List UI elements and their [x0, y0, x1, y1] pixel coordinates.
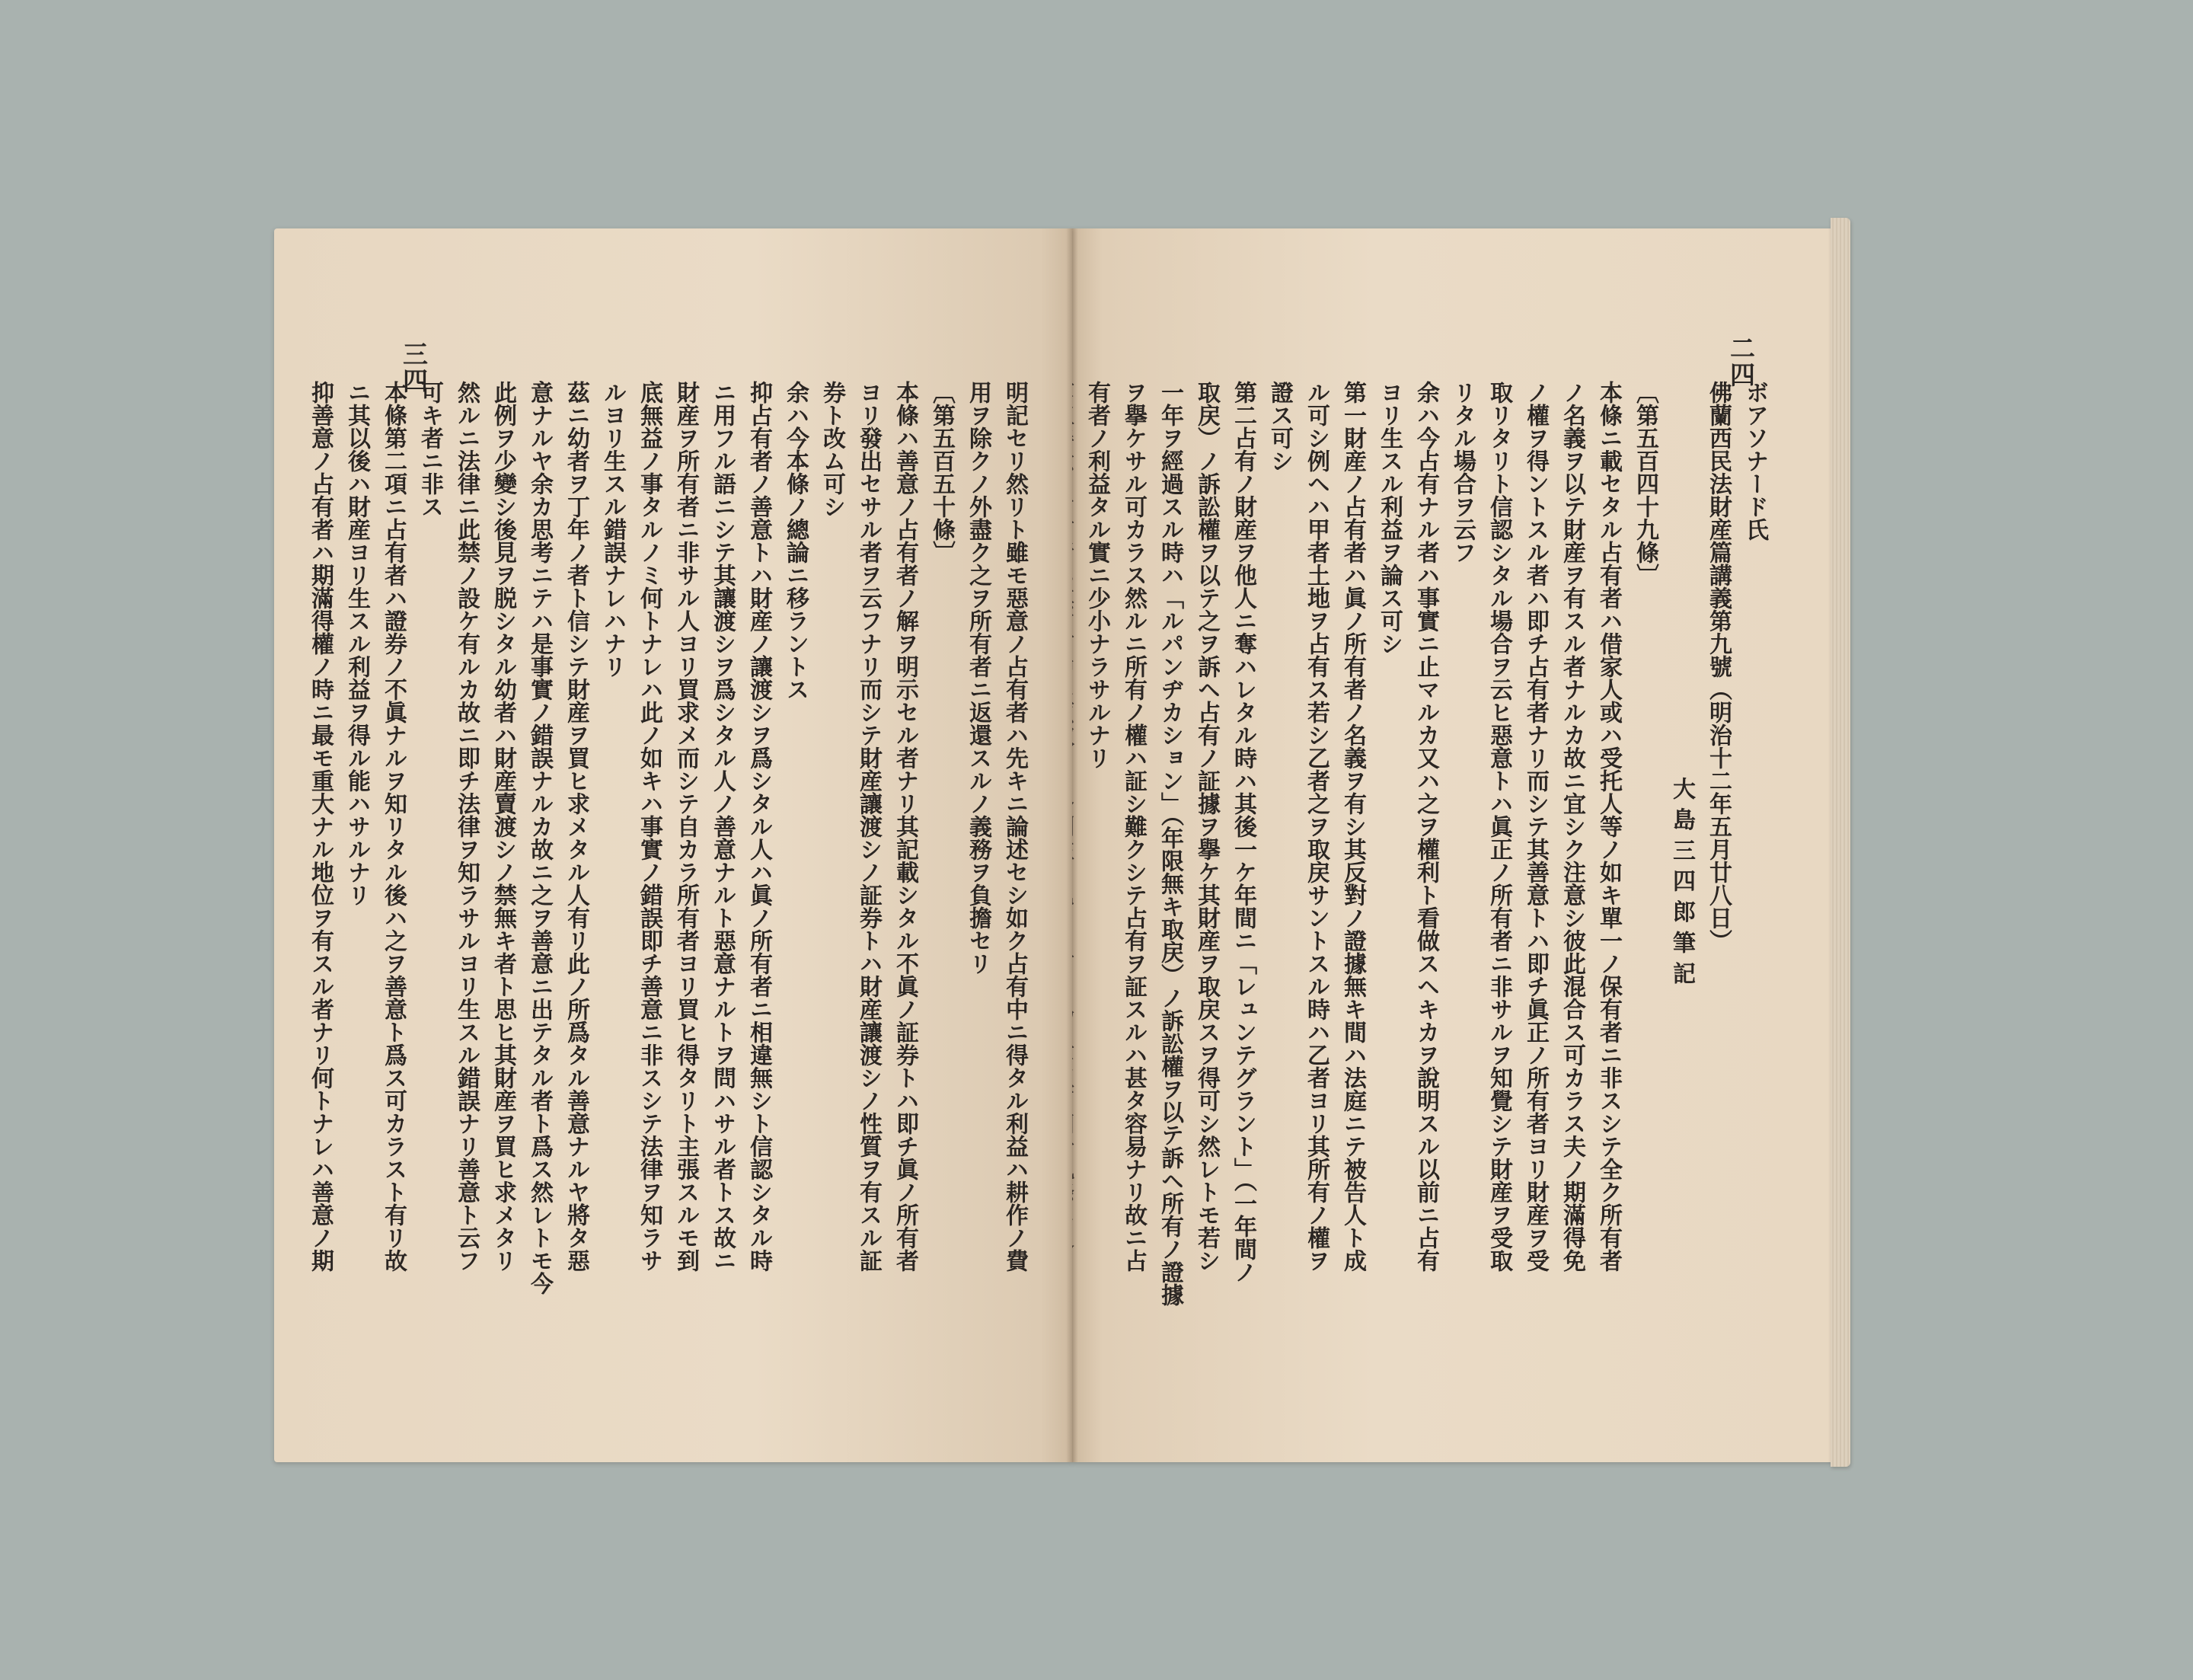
- text-line: リタル場合ヲ云フ: [1449, 381, 1476, 564]
- left-page-number: 三四: [399, 341, 429, 394]
- text-line: 有者ノ利益タル實ニ少小ナラサルナリ: [1084, 381, 1110, 769]
- text-line: ヨリ發出セサル者ヲ云フナリ而シテ財産讓渡シノ証券トハ財産讓渡シノ性質ヲ有スル証: [855, 381, 882, 1272]
- text-line: 財産ヲ所有者ニ非サル人ヨリ買求メ而シテ自カラ所有者ヨリ買ヒ得タリト主張スルモ到: [672, 381, 699, 1272]
- lecture-title-line: [1700, 381, 1736, 1356]
- lecture-title-author-line: ボアソナード氏: [1741, 381, 1768, 541]
- text-line: ヲ擧ケサル可カラス然ルニ所有ノ權ハ証シ難クシテ占有ヲ証スルハ甚タ容易ナリ故ニ占: [1120, 381, 1147, 1272]
- lecture-title: 佛蘭西民法財産篇講義第九號: [1705, 381, 1732, 678]
- text-line: ヨリ生スル利益ヲ論ス可シ: [1376, 381, 1403, 655]
- right-page: [1072, 228, 1834, 1462]
- open-book: [274, 218, 1835, 1474]
- text-line: ニ其以後ハ財産ヨリ生スル利益ヲ得ル能ハサルナリ: [343, 381, 370, 906]
- text-line: ニ用フル語ニシテ其讓渡シヲ爲シタル人ノ善意ナルト惡意ナルトヲ問ハサル者トス故ニ: [709, 381, 736, 1272]
- text-line: 明記セリ然リト雖モ惡意ノ占有者ハ先キニ論述セシ如ク占有中ニ得タル利益ハ耕作ノ費: [1001, 381, 1028, 1272]
- text-line: 本條第二項ニ占有者ハ證券ノ不眞ナルヲ知リタル後ハ之ヲ善意ト爲ス可カラスト有リ故: [380, 381, 407, 1272]
- text-line: 茲ニ幼者ヲ丁年ノ者ト信シテ財産ヲ買ヒ求メタル人有リ此ノ所爲タル善意ナルヤ將タ惡: [563, 381, 589, 1272]
- text-line: 〔第五百五十條〕: [928, 381, 955, 564]
- text-line: 券ト改ム可シ: [819, 381, 845, 518]
- text-line: 〔第五百四十九條〕: [1632, 381, 1658, 586]
- text-line: ノ名義ヲ以テ財産ヲ有スル者ナルカ故ニ宜シク注意シ彼此混合ス可カラス夫ノ期滿得免: [1559, 381, 1585, 1272]
- text-line: 抑占有者ノ善意トハ財産ノ讓渡シヲ爲シタル人ハ眞ノ所有者ニ相違無シト信認シタル時: [745, 381, 772, 1272]
- text-line: 一年ヲ經過スル時ハ「ルパンヂカション」（年限無キ取戻）ノ訴訟權ヲ以テ訴ヘ所有ノ證據: [1157, 381, 1183, 1306]
- text-line: 本條ハ善意ノ占有者ノ解ヲ明示セル者ナリ其記載シタル不眞ノ証券トハ即チ眞ノ所有者: [892, 381, 918, 1272]
- text-line: 此例ヲ少變シ後見ヲ脱シタル幼者ハ財産賣渡シノ禁無キ者ト思ヒ其財産ヲ買ヒ求メタリ: [490, 381, 516, 1272]
- text-line: 證ス可シ: [1266, 381, 1293, 472]
- lecture-date: （明治十二年五月廿八日）: [1705, 678, 1732, 952]
- left-page-text: [302, 381, 1033, 1356]
- text-line: 意ナルヤ余カ思考ニテハ是事實ノ錯誤ナルカ故ニ之ヲ善意ニ出テタル者ト爲ス然レトモ今: [526, 381, 553, 1295]
- right-page-text: [1042, 381, 1773, 1356]
- author-line: [1663, 381, 1700, 1356]
- text-line: 抑善意ノ占有者ハ期滿得權ノ時ニ最モ重大ナル地位ヲ有スル者ナリ何トナレハ善意ノ期: [307, 381, 334, 1272]
- text-line: 第一財産ノ占有者ハ眞ノ所有者ノ名義ヲ有シ其反對ノ證據無キ間ハ法庭ニテ被告人ト成: [1339, 381, 1366, 1272]
- text-line: ノ權ヲ得ントスル者ハ即チ占有者ナリ而シテ其善意トハ即チ眞正ノ所有者ヨリ財産ヲ受: [1522, 381, 1549, 1272]
- text-line: ル可シ例ヘハ甲者土地ヲ占有ス若シ乙者之ヲ取戻サントスル時ハ乙者ヨリ其所有ノ權ヲ: [1303, 381, 1330, 1272]
- left-page: [274, 228, 1072, 1462]
- text-line: 用ヲ除クノ外盡ク之ヲ所有者ニ返還スルノ義務ヲ負擔セリ: [965, 381, 991, 975]
- text-line: 本條ニ載セタル占有者ハ借家人或ハ受托人等ノ如キ單一ノ保有者ニ非スシテ全ク所有者: [1595, 381, 1622, 1272]
- text-line: 取戻）ノ訴訟權ヲ以テ之ヲ訴ヘ占有ノ証據ヲ擧ケ其財産ヲ取戻スヲ得可シ然レトモ若シ: [1193, 381, 1220, 1272]
- text-line: ルヨリ生スル錯誤ナレハナリ: [599, 381, 626, 678]
- lecture-author: 大 島 三 四 郎 筆 記: [1668, 777, 1695, 985]
- book-gutter: [1066, 228, 1078, 1462]
- text-line: 可キ者ニ非ス: [417, 381, 443, 518]
- text-line: 余ハ今本條ノ總論ニ移ラントス: [782, 381, 809, 701]
- text-line: 取リタリト信認シタル場合ヲ云ヒ惡意トハ眞正ノ所有者ニ非サルヲ知覺シテ財産ヲ受取: [1486, 381, 1512, 1272]
- text-line: 然ルニ法律ニ此禁ノ設ケ有ルカ故ニ即チ法律ヲ知ラサルヨリ生スル錯誤ナリ善意ト云フ: [453, 381, 480, 1272]
- text-line: 底無益ノ事タルノミ何トナレハ此ノ如キハ事實ノ錯誤即チ善意ニ非スシテ法律ヲ知ラサ: [636, 381, 662, 1272]
- text-line: 余ハ今占有ナル者ハ事實ニ止マルカ又ハ之ヲ權利ト看做スヘキカヲ說明スル以前ニ占有: [1413, 381, 1439, 1272]
- right-page-number: 二四: [1726, 335, 1756, 388]
- text-line: 第二占有ノ財産ヲ他人ニ奪ハレタル時ハ其後一ケ年間ニ「レュンテグラント」（一年間ノ: [1230, 381, 1256, 1283]
- page-block-edges: [1831, 218, 1850, 1467]
